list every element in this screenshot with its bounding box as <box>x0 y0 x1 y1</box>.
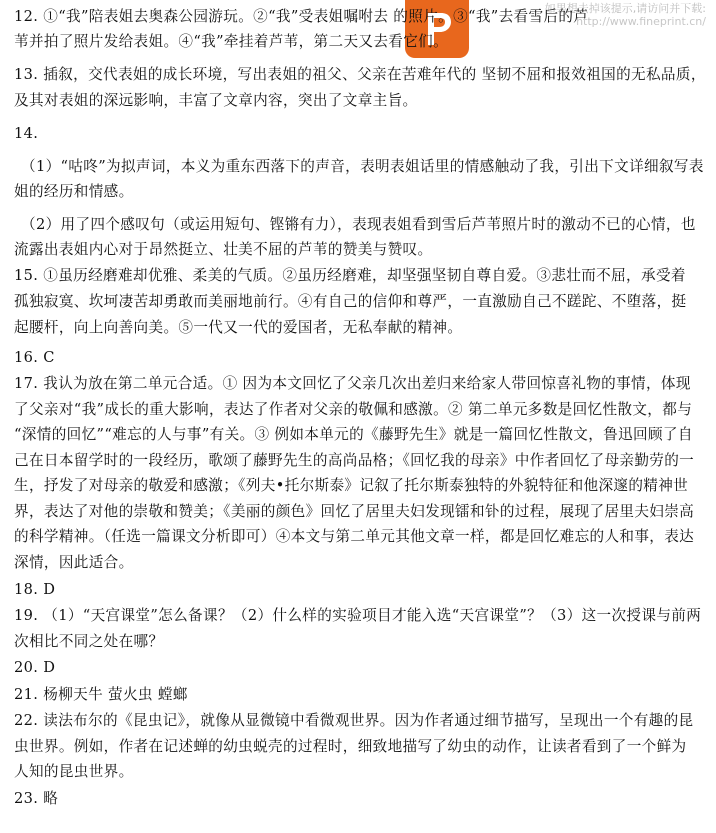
answer-line: 及其对表姐的深远影响，丰富了文章内容，突出了文章主旨。 <box>14 92 418 109</box>
answer-line: 了父亲对“我”成长的重大影响，表达了作者对父亲的敬佩和感激。② 第二单元多数是回忆性散文，都与 <box>14 401 693 418</box>
answer-line: 17. 我认为放在第二单元合适。① 因为本文回忆了父亲几次出差归来给家人带回惊喜礼物的事情，体现 <box>14 375 691 392</box>
answer-line: 13. 插叙，交代表姐的成长环境，写出表姐的祖父、父亲在苦难年代的 坚韧不屈和报效祖国的无私品质， <box>14 66 706 83</box>
answer-line: （1）“咕咚”为拟声词，本义为重东西落下的声音，表明表姐话里的情感触动了我，引出下文详细叙写表 <box>21 158 704 175</box>
answer-line: 虫世界。例如，作者在记述蝉的幼虫蜕壳的过程时，细致地描写了幼虫的动作，让读者看到了一个鲜为 <box>14 738 687 755</box>
answer-line: 21. 杨柳天牛 萤火虫 螳螂 <box>14 686 188 703</box>
answer-line: 15. ①虽历经磨难却优雅、柔美的气质。②虽历经磨难，却坚强坚韧自尊自爱。③悲壮而不屈，承受着 <box>14 267 686 284</box>
watermark-url[interactable]: http://www.fineprint.cn/ <box>576 15 706 28</box>
answer-line: 苇并拍了照片发给表姐。④“我”牵挂着芦苇，第二天又去看它们。 <box>14 33 449 50</box>
answer-line: 己在日本留学时的一段经历，歌颂了藤野先生的高尚品格；《回忆我的母亲》中作者回忆了母亲勤劳的一 <box>14 452 695 469</box>
answer-line: （2）用了四个感叹句（或运用短句、铿锵有力），表现表姐看到雪后芦苇照片时的激动不已的心情，也 <box>21 216 696 233</box>
answer-line: 12. ①“我”陪表姐去奥森公园游玩。②“我”受表姐嘱咐去 的照片。③“我”去看雪后的芦 <box>14 8 589 25</box>
answer-line: 14. <box>14 125 39 142</box>
answer-line: 次相比不同之处在哪？ <box>14 633 164 650</box>
answer-line: 22. 读法布尔的《昆虫记》，就像从显微镜中看微观世界。因为作者通过细节描写，呈现出一个有趣的昆 <box>14 712 694 729</box>
answer-line: 19. （1）“天宫课堂”怎么备课？（2）什么样的实验项目才能入选“天宫课堂”？（3）这一次授课与前两 <box>14 607 702 624</box>
answer-line: 流露出表姐内心对于昂然挺立、壮美不屈的芦苇的赞美与赞叹。 <box>14 241 433 258</box>
answer-line: 姐的经历和情感。 <box>14 183 134 200</box>
answer-line: 生，抒发了对母亲的敬爱和感激；《列夫•托尔斯泰》记叙了托尔斯泰独特的外貌特征和他深邃的精神世 <box>14 477 689 494</box>
answer-line: 深情，因此适合。 <box>14 554 134 571</box>
answer-line: 孤独寂寞、坎坷凄苦却勇敢而美丽地前行。④有自己的信仰和尊严，一直激励自己不蹉跎、不堕落，挺 <box>14 293 687 310</box>
answer-line: 人知的昆虫世界。 <box>14 763 134 780</box>
answer-line: 18. D <box>14 581 56 598</box>
answer-line: 的科学精神。（任选一篇课文分析即可）④本文与第二单元其他文章一样，都是回忆难忘的人和事，表达 <box>14 528 695 545</box>
answer-line: 界，表达了对他的崇敬和赞美；《美丽的颜色》回忆了居里夫妇发现镭和钋的过程，展现了居里夫妇崇高 <box>14 503 695 520</box>
answer-line: 起腰杆，向上向善向美。⑤一代又一代的爱国者，无私奉献的精神。 <box>14 319 463 336</box>
answer-line: 20. D <box>14 659 56 676</box>
watermark-line-1: 如果想去掉该提示,请访问并下载: <box>544 2 706 15</box>
answer-line: 16. C <box>14 349 55 366</box>
answer-line: 23. 略 <box>14 790 59 807</box>
answer-line: “深情的回忆”“难忘的人与事”有关。③ 例如本单元的《藤野先生》就是一篇回忆性散文，鲁迅回顾了自 <box>14 426 693 443</box>
